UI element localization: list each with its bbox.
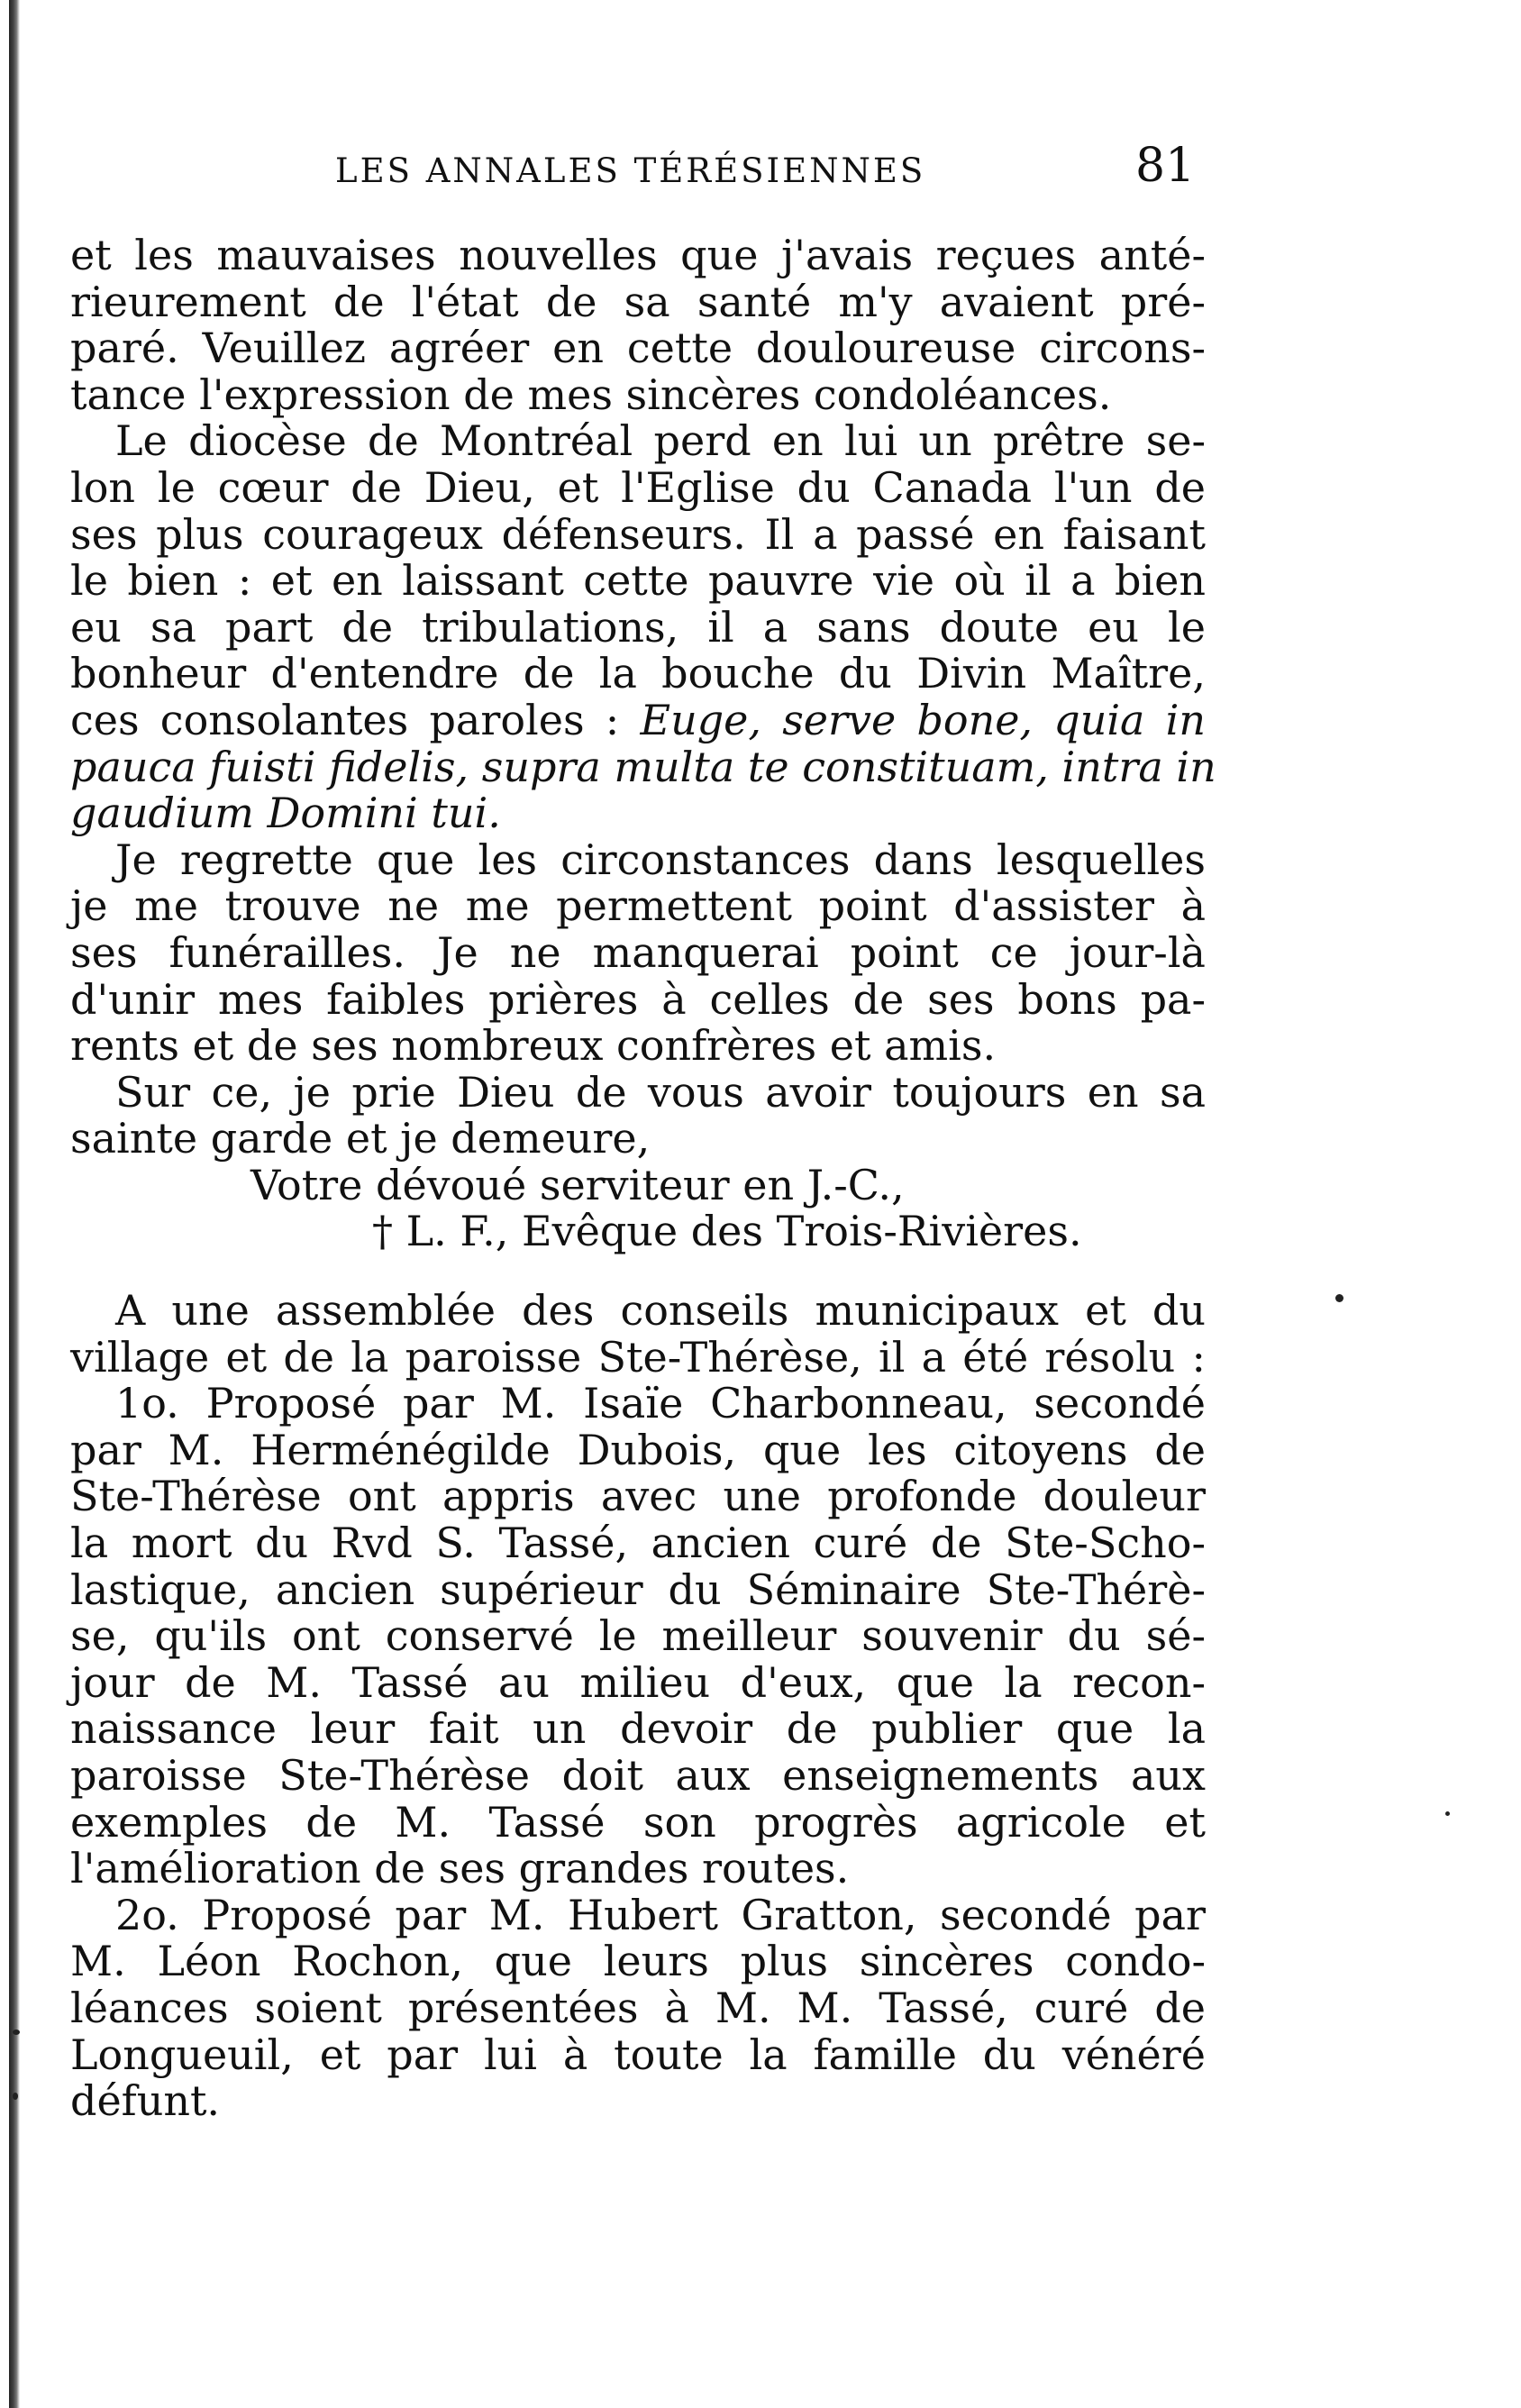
text-line: sainte garde et je demeure, <box>70 1114 651 1163</box>
text-line: A une assemblée des conseils municipaux et du <box>115 1286 1206 1336</box>
latin-quote: gaudium Domini tui. <box>70 789 501 838</box>
text-line: Sur ce, je prie Dieu de vous avoir toujours en sa <box>115 1067 1206 1117</box>
text-line: Ste-Thérèse ont appris avec une profonde douleur <box>70 1472 1206 1521</box>
ink-speck <box>13 2029 20 2035</box>
ink-speck <box>13 2093 18 2100</box>
latin-quote: pauca fuisti fidelis, supra multa te constituam, intra in <box>70 742 1216 791</box>
text-line <box>70 695 1207 744</box>
text-line: d'unir mes faibles prières à celles de ses bons pa- <box>70 974 1206 1024</box>
running-title: LES ANNALES TÉRÉSIENNES <box>335 151 926 190</box>
text-segment: ces consolantes paroles : <box>70 695 620 744</box>
text-line: lastique, ancien supérieur du Séminaire Ste-Thérè- <box>70 1564 1206 1614</box>
text-line: par M. Herménégilde Dubois, que les citoyens de <box>70 1425 1206 1474</box>
text-line: l'amélioration de ses grandes routes. <box>70 1844 850 1893</box>
signature-name: † L. F., Evêque des Trois-Rivières. <box>372 1207 1082 1256</box>
text-line: jour de M. Tassé au milieu d'eux, que la recon- <box>70 1657 1206 1707</box>
text-line: ses plus courageux défenseurs. Il a passé en faisant <box>70 509 1206 559</box>
signature-closing: Votre dévoué serviteur en J.-C., <box>250 1160 905 1209</box>
text-line: paré. Veuillez agréer en cette douloureuse circons- <box>70 324 1206 373</box>
text-line: et les mauvaises nouvelles que j'avais reçues anté- <box>70 231 1206 279</box>
text-line: eu sa part de tribulations, il a sans doute eu le <box>70 602 1206 652</box>
text-line: je me trouve ne me permettent point d'assister à <box>70 881 1206 931</box>
page-number: 81 <box>1135 139 1196 193</box>
text-line: bonheur d'entendre de la bouche du Divin Maître, <box>70 649 1206 698</box>
text-line: rents et de ses nombreux confrères et amis. <box>70 1021 997 1071</box>
text-line: M. Léon Rochon, que leurs plus sincères condo- <box>70 1937 1206 1986</box>
text-line <box>70 742 1216 791</box>
text-line: naissance leur fait un devoir de publier que la <box>70 1704 1206 1754</box>
text-line: paroisse Ste-Thérèse doit aux enseignements aux <box>70 1751 1206 1800</box>
text-line: rieurement de l'état de sa santé m'y avaient pré- <box>70 277 1206 326</box>
page-spine-shadow <box>9 0 20 2408</box>
text-line: village et de la paroisse Ste-Thérèse, il a été résolu : <box>70 1332 1206 1382</box>
ink-speck <box>1445 1811 1450 1816</box>
text-line: la mort du Rvd S. Tassé, ancien curé de Ste-Scho- <box>70 1519 1206 1568</box>
text-line: Longueuil, et par lui à toute la famille du vénéré <box>70 2029 1206 2079</box>
text-line: se, qu'ils ont conservé le meilleur souvenir du sé- <box>70 1611 1206 1661</box>
text-line: 1o. Proposé par M. Isaïe Charbonneau, secondé <box>115 1379 1206 1428</box>
text-line: ses funérailles. Je ne manquerai point ce jour-là <box>70 927 1206 977</box>
text-line: Le diocèse de Montréal perd en lui un prêtre se- <box>115 416 1206 466</box>
body-text <box>70 231 1216 2126</box>
text-line <box>70 790 1206 837</box>
paragraph-gap <box>70 1255 1206 1288</box>
text-line: exemples de M. Tassé son progrès agricole et <box>70 1797 1206 1847</box>
text-line: défunt. <box>70 2076 221 2126</box>
text-line: Je regrette que les circonstances dans lesquelles <box>115 835 1206 884</box>
text-line: lon le cœur de Dieu, et l'Eglise du Canada l'un de <box>70 462 1206 512</box>
page-header <box>0 135 1521 193</box>
text-line: 2o. Proposé par M. Hubert Gratton, secondé par <box>115 1890 1206 1939</box>
text-line: le bien : et en laissant cette pauvre vie où il a bien <box>70 556 1206 606</box>
text-line: tance l'expression de mes sincères condoléances. <box>70 369 1112 419</box>
ink-speck <box>1335 1294 1343 1302</box>
latin-quote: Euge, serve bone, quia in <box>640 695 1207 744</box>
text-line: léances soient présentées à M. M. Tassé, curé de <box>70 1983 1206 2032</box>
